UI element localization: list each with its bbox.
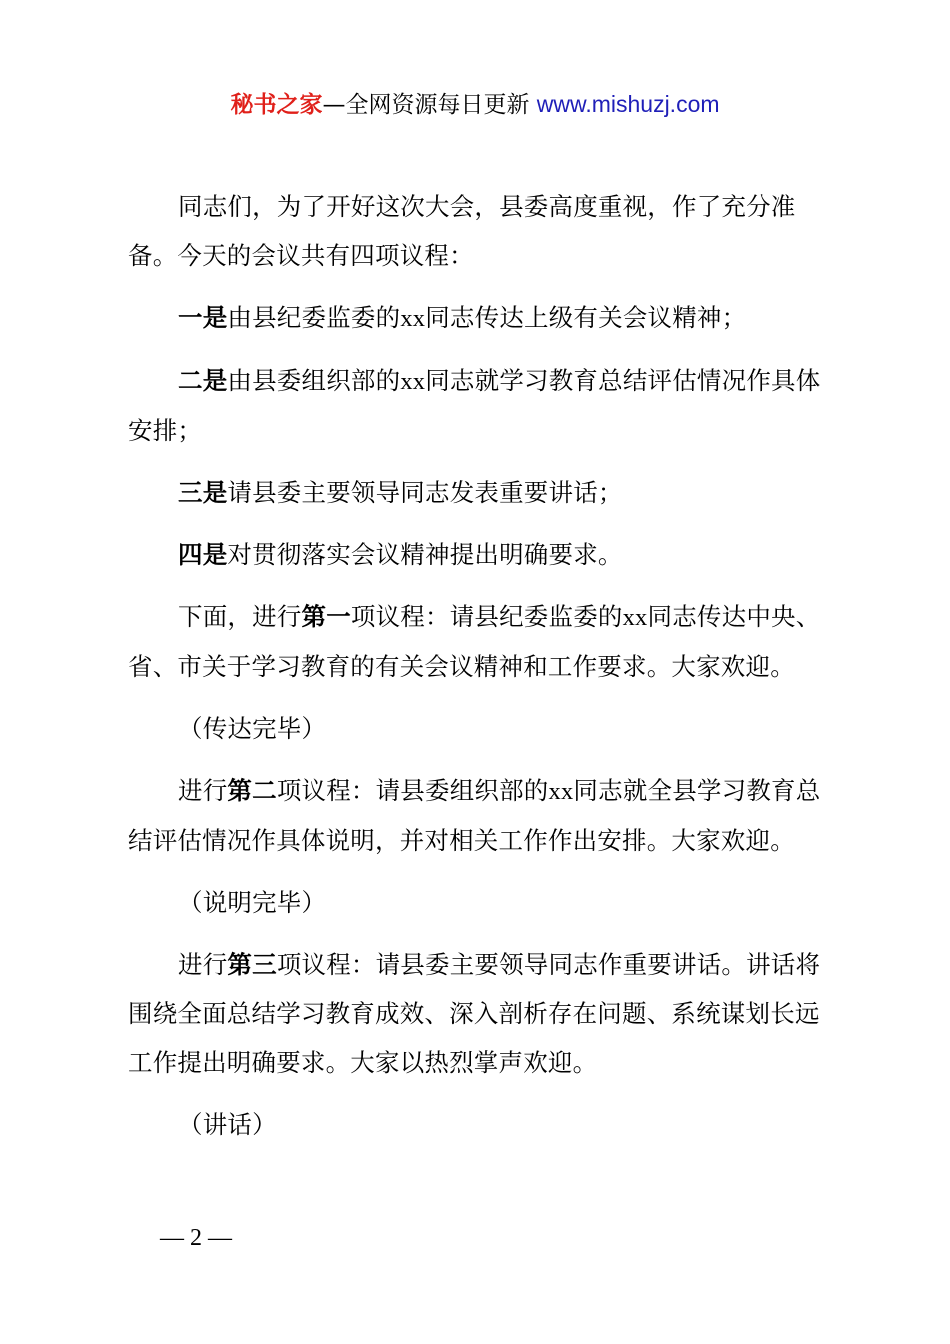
agenda-step-1: 下面，进行第一项议程：请县纪委监委的xx同志传达中央、省、市关于学习教育的有关会议精神和工作要求。大家欢迎。: [128, 602, 821, 681]
agenda-item-1: 一是由县纪委监委的xx同志传达上级有关会议精神；: [178, 303, 747, 332]
step-ordinal: 第二: [227, 776, 277, 805]
agenda-step-3: 进行第三项议程：请县委主要领导同志作重要讲话。讲话将围绕全面总结学习教育成效、深入剖析存在问题、系统谋划长远工作提出明确要求。大家以热烈掌声欢迎。: [128, 950, 821, 1077]
document-body: [128, 182, 840, 1162]
stage-note: （说明完毕）: [178, 888, 327, 917]
step-ordinal: 第一: [301, 602, 351, 631]
agenda-ordinal: 二是: [178, 366, 228, 395]
site-url: www.mishuzj.com: [536, 91, 720, 117]
paragraph-intro: 同志们，为了开好这次大会，县委高度重视，作了充分准备。今天的会议共有四项议程：: [128, 192, 796, 270]
stage-note: （讲话）: [178, 1110, 277, 1139]
agenda-ordinal: 一是: [178, 303, 228, 332]
brand-name: 秘书之家: [230, 92, 323, 118]
agenda-ordinal: 三是: [178, 478, 228, 507]
step-ordinal: 第三: [227, 950, 277, 979]
tagline: —全网资源每日更新: [322, 92, 537, 118]
agenda-step-2: 进行第二项议程：请县委组织部的xx同志就全县学习教育总结评估情况作具体说明，并对相关工作作出安排。大家欢迎。: [128, 776, 821, 855]
agenda-item-2: 二是由县委组织部的xx同志就学习教育总结评估情况作具体安排；: [128, 366, 821, 445]
page-number: — 2 —: [160, 1225, 232, 1251]
stage-note: （传达完毕）: [178, 714, 327, 743]
site-watermark-header: [0, 86, 950, 123]
agenda-ordinal: 四是: [178, 540, 228, 569]
agenda-item-3: 三是请县委主要领导同志发表重要讲话；: [178, 478, 623, 507]
agenda-item-4: 四是对贯彻落实会议精神提出明确要求。: [178, 540, 623, 569]
